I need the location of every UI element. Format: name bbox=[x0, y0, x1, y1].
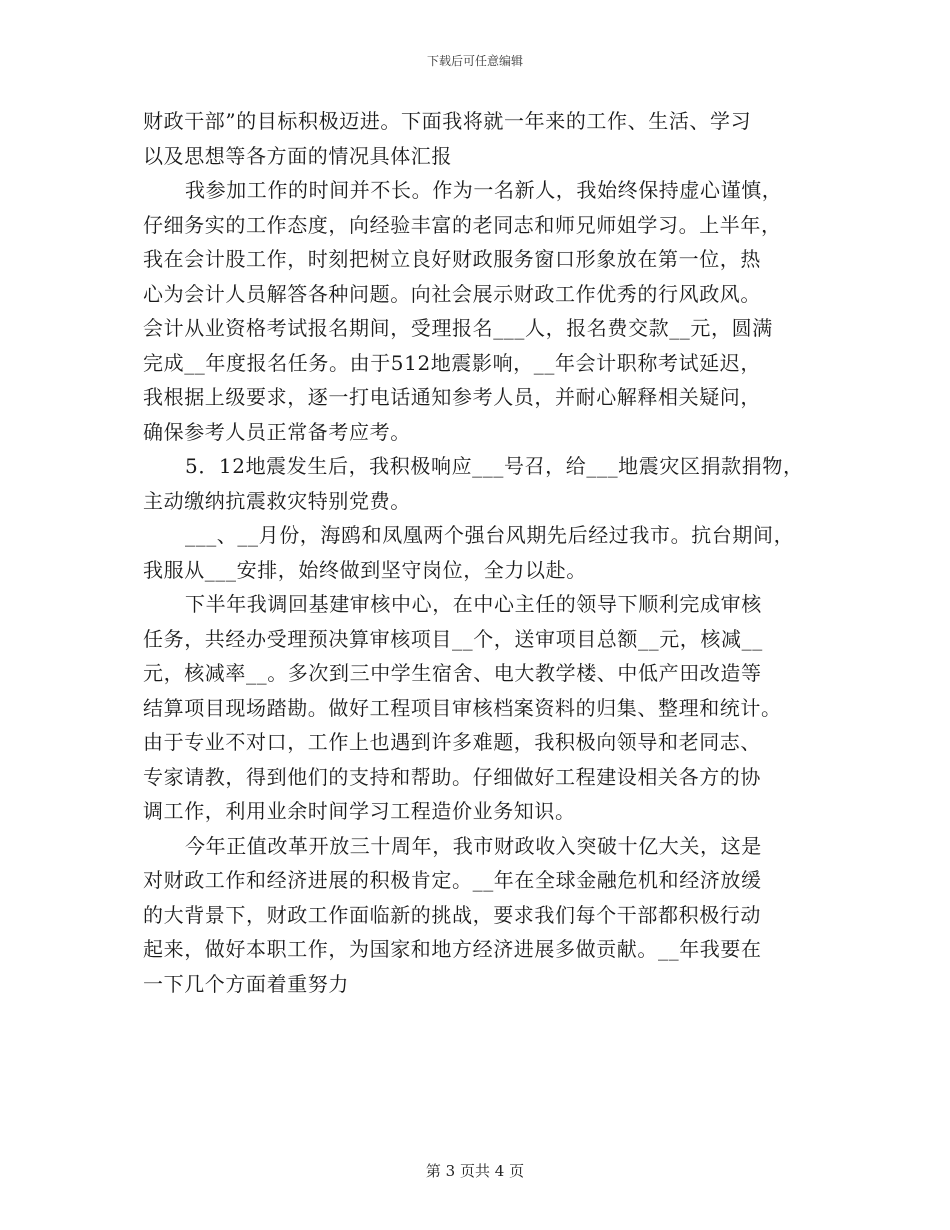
text-line: 任务，共经办受理预决算审核项目__个，送审项目总额__元，核减__ bbox=[143, 626, 763, 651]
text-line: 我参加工作的时间并不长。作为一名新人，我始终保持虚心谨慎， bbox=[185, 178, 783, 202]
text-line: 会计从业资格考试报名期间，受理报名___人，报名费交款__元，圆满 bbox=[143, 316, 773, 340]
page-number-footer: 第 3 页共 4 页 bbox=[425, 1162, 525, 1180]
text-line: 调工作，利用业余时间学习工程造价业务知识。 bbox=[143, 799, 576, 823]
page-header: 下载后可任意编辑 bbox=[426, 54, 523, 68]
text-line: 结算项目现场踏勘。做好工程项目审核档案资料的归集、整理和统计。 bbox=[143, 695, 782, 720]
text-line: 的大背景下，财政工作面临新的挑战，要求我们每个干部都积极行动 bbox=[143, 902, 761, 927]
text-line: 我根据上级要求，逐一打电话通知参考人员，并耐心解释相关疑问， bbox=[143, 385, 761, 409]
text-line: ___、__月份，海鸥和凤凰两个强台风期先后经过我市。抗台期间， bbox=[185, 523, 795, 547]
text-line: 主动缴纳抗震救灾特别党费。 bbox=[143, 488, 411, 513]
text-line: 以及思想等各方面的情况具体汇报 bbox=[143, 143, 452, 168]
text-line: 一下几个方面着重努力 bbox=[143, 971, 349, 996]
text-line: 元，核减率__。多次到三中学生宿舍、电大教学楼、中低产田改造等 bbox=[143, 661, 762, 685]
text-line: 对财政工作和经济进展的积极肯定。__年在全球金融危机和经济放缓 bbox=[143, 868, 762, 892]
text-line: 我服从___安排，始终做到坚守岗位，全力以赴。 bbox=[143, 557, 587, 582]
text-line: 专家请教，得到他们的支持和帮助。仔细做好工程建设相关各方的协 bbox=[143, 764, 761, 789]
text-line: 心为会计人员解答各种问题。向社会展示财政工作优秀的行风政风。 bbox=[143, 281, 761, 306]
text-line: 下半年我调回基建审核中心，在中心主任的领导下顺利完成审核 bbox=[185, 592, 762, 616]
text-line: 确保参考人员正常备考应考。 bbox=[143, 419, 411, 444]
text-line: 完成__年度报名任务。由于512地震影响，__年会计职称考试延迟， bbox=[143, 350, 761, 375]
document-body bbox=[143, 104, 813, 1001]
text-line: 5．12地震发生后，我积极响应___号召，给___地震灾区捐款捐物， bbox=[185, 454, 804, 478]
text-line: 今年正值改革开放三十周年，我市财政收入突破十亿大关，这是 bbox=[185, 833, 762, 858]
text-line: 财政干部”的目标积极迈进。下面我将就一年来的工作、生活、学习 bbox=[143, 109, 752, 133]
text-line: 仔细务实的工作态度，向经验丰富的老同志和师兄师姐学习。上半年， bbox=[143, 212, 782, 237]
text-line: 我在会计股工作，时刻把树立良好财政服务窗口形象放在第一位，热 bbox=[143, 247, 761, 271]
text-line: 由于专业不对口，工作上也遇到许多难题，我积极向领导和老同志、 bbox=[143, 730, 761, 754]
text-line: 起来，做好本职工作，为国家和地方经济进展多做贡献。__年我要在 bbox=[143, 937, 762, 961]
